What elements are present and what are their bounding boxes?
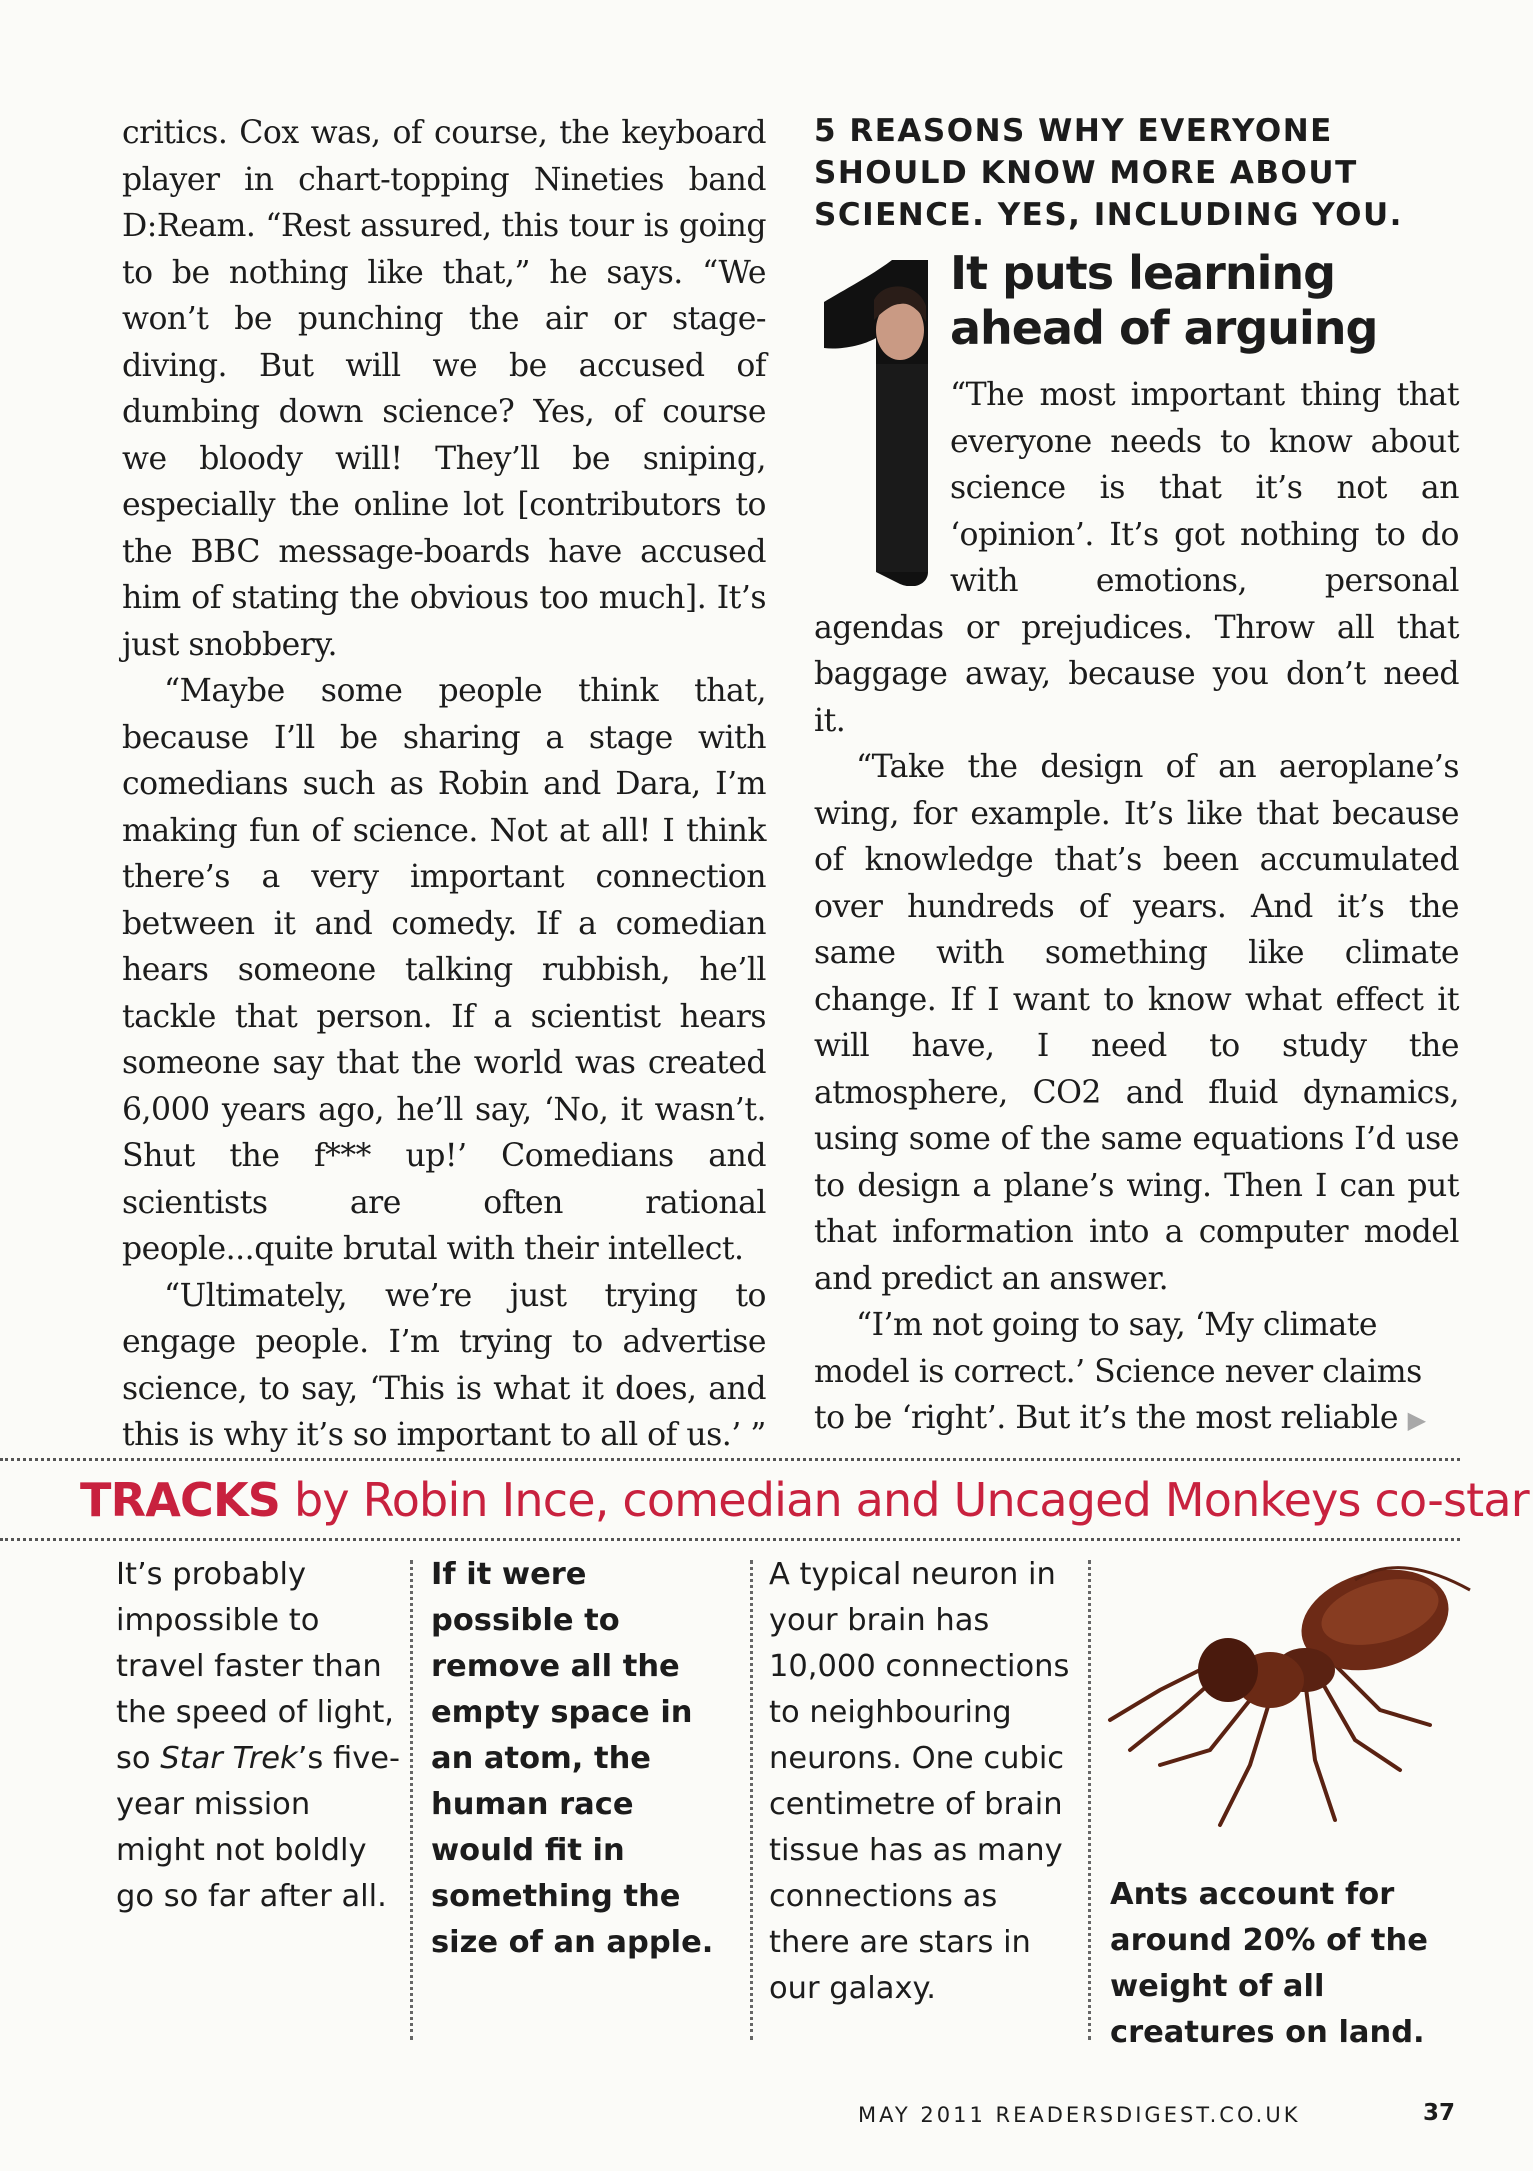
fact-text: It’s probably impossible to travel faster than the speed of light, so <box>116 1557 394 1776</box>
article-paragraph <box>814 1302 1459 1444</box>
numeral-one-portrait-graphic <box>814 260 936 586</box>
article-paragraph: “The most important thing that everyone needs to know about science is that it’s not an ‘opinion’. It’s got nothing to do with emotions, personal agendas or prejudices. Throw all that baggage away, because you don’t need it. <box>814 377 1459 739</box>
article-paragraph: “Take the design of an aeroplane’s wing, for example. It’s like that because of knowledge that’s been accumulated over hundreds of years. And it’s the same with something like climate change. If I want to know what effect it will have, I need to study the atmosphere, CO2 and fluid dynamics, using some of the same equations I’d use to design a plane’s wing. Then I can put that information into a computer model and predict an answer. <box>814 749 1459 1297</box>
tracks-bottom-rule <box>0 1538 1460 1541</box>
tracks-byline: by Robin Ince, comedian and Uncaged Monkeys co-star <box>280 1473 1529 1527</box>
page-number: 37 <box>1423 2100 1456 2126</box>
fact-italic-title: Star Trek <box>160 1741 298 1776</box>
article-paragraph-text: “I’m not going to say, ‘My climate model is correct.’ Science never claims to be ‘right’. But it’s the most reliable <box>814 1307 1422 1436</box>
article-left-column <box>122 110 766 1459</box>
tracks-header <box>80 1473 1529 1527</box>
ant-photo <box>1100 1550 1480 1840</box>
article-paragraph: “Ultimately, we’re just trying to engage people. I’m trying to advertise science, to say, ‘This is what it does, and this is why it’s so important to all of us.’ ” <box>122 1277 766 1453</box>
footer-issue: MAY 2011 READERSDIGEST.CO.UK <box>858 2103 1301 2127</box>
column-divider <box>410 1560 413 2040</box>
reason-title: It puts learning ahead of arguing <box>950 246 1378 355</box>
tracks-label: TRACKS <box>80 1473 281 1527</box>
fact-ants: Ants account for around 20% of the weight of all creatures on land. <box>1110 1877 1428 2050</box>
fact-neuron: A typical neuron in your brain has 10,000 connections to neighbouring neurons. One cubic centimetre of brain tissue has as many connections as there are stars in our galaxy. <box>769 1557 1070 2006</box>
article-right-column <box>814 110 1459 1444</box>
fact-atom: If it were possible to remove all the empty space in an atom, the human race would fit in something the size of an apple. <box>431 1557 714 1960</box>
tracks-top-rule <box>0 1458 1460 1461</box>
reasons-heading: 5 REASONS WHY EVERYONE SHOULD KNOW MORE ABOUT SCIENCE. YES, INCLUDING YOU. <box>814 113 1403 233</box>
article-paragraph: “Maybe some people think that, because I’ll be sharing a stage with comedians such as Robin and Dara, I’m making fun of science. Not at all! I think there’s a very important connection between it and comedy. If a comedian hears someone talking rubbish, he’ll tackle that person. If a scientist hears someone say that the world was created 6,000 years ago, he’ll say, ‘No, it wasn’t. Shut the f*** up!’ Comedians and scientists are often rational people...quite brutal with their intellect. <box>122 673 766 1267</box>
continue-arrow-icon: ▶ <box>1407 1406 1426 1434</box>
column-divider <box>750 1560 753 2040</box>
article-paragraph: critics. Cox was, of course, the keyboard player in chart-topping Nineties band D:Ream. “Rest assured, this tour is going to be nothing like that,” he says. “We won’t be punching the air or stage-diving. But will we be accused of dumbing down science? Yes, of course we bloody will! They’ll be sniping, especially the online lot [contributors to the BBC message-boards have accused him of stating the obvious too much]. It’s just snobbery. <box>122 115 766 663</box>
column-divider <box>1088 1560 1091 2040</box>
fact-light-speed <box>116 1552 406 1920</box>
fact-text: ’s five-year mission might not boldly go so far after all. <box>116 1741 401 1914</box>
